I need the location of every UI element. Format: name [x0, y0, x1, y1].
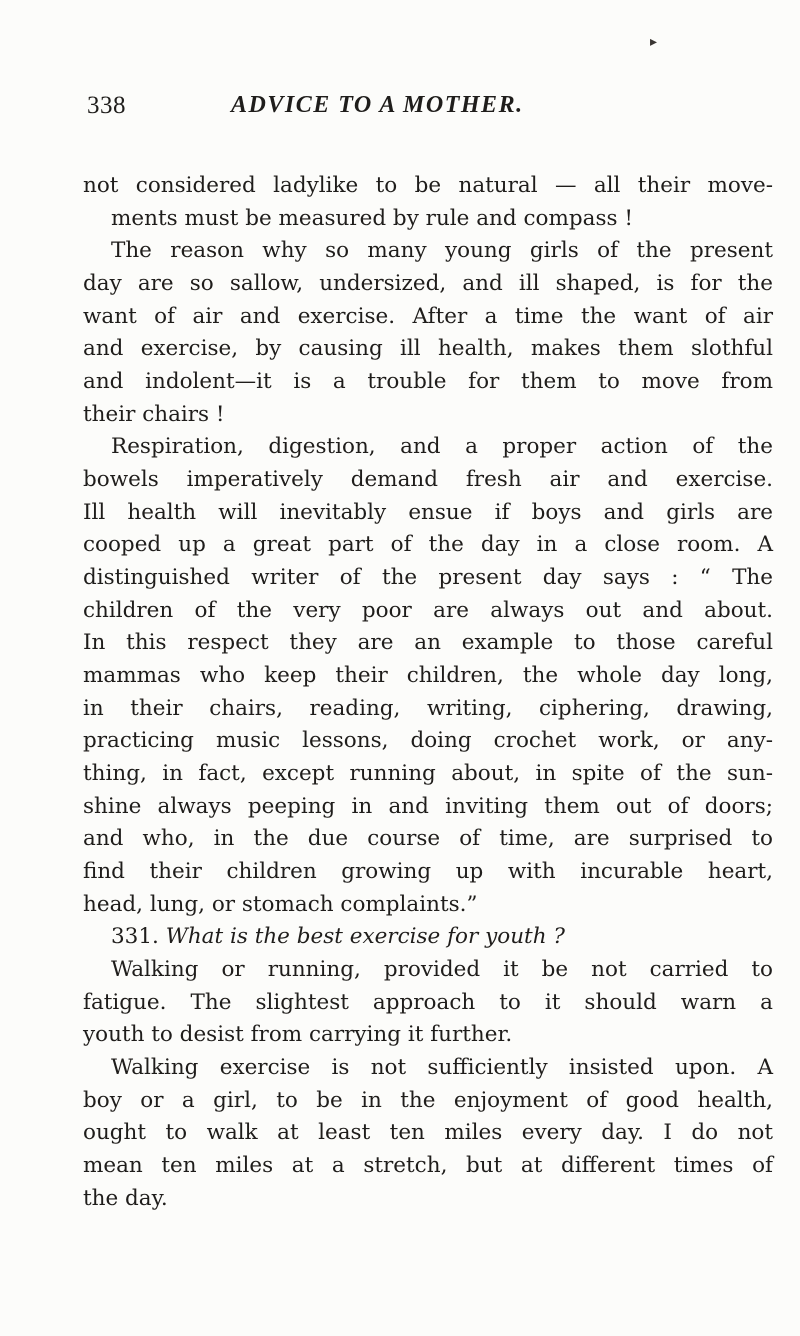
text-line: day are so sallow, undersized, and ill shaped, is for the	[83, 271, 773, 297]
text-line: shine always peeping in and inviting them out of doors;	[83, 793, 773, 819]
text-line: practicing music lessons, doing crochet work, or any-	[83, 728, 773, 754]
text-line: ought to walk at least ten miles every day. I do not	[83, 1120, 773, 1146]
text-line: The reason why so many young girls of the present	[111, 238, 773, 264]
text-line: In this respect they are an example to those careful	[83, 630, 773, 656]
question-line	[83, 921, 773, 954]
question-number: 331.	[111, 924, 159, 950]
question-text: What is the best exercise for youth ?	[165, 924, 565, 950]
text-line: find their children growing up with incurable heart,	[83, 859, 773, 885]
text-line: fatigue. The slightest approach to it should warn a	[83, 989, 773, 1015]
text-line: bowels imperatively demand fresh air and exercise.	[83, 467, 773, 493]
text-line: ments must be measured by rule and compass !	[111, 205, 633, 231]
text-line: Ill health will inevitably ensue if boys and girls are	[83, 499, 773, 525]
text-line: in their chairs, reading, writing, ciphering, drawing,	[83, 695, 773, 721]
text-line: and exercise, by causing ill health, makes them slothful	[83, 336, 773, 362]
text-line: youth to desist from carrying it further.	[83, 1022, 513, 1048]
text-line: and who, in the due course of time, are surprised to	[83, 826, 773, 852]
text-line: cooped up a great part of the day in a close room. A	[83, 532, 773, 558]
text-line: distinguished writer of the present day says : “ The	[83, 565, 773, 591]
text-line: children of the very poor are always out and about.	[83, 597, 773, 623]
page-number: 338	[87, 92, 126, 119]
text-line: not considered ladylike to be natural — all their move-	[83, 173, 773, 198]
running-head	[87, 92, 777, 126]
text-line: mammas who keep their children, the whole day long,	[83, 663, 773, 689]
text-line: want of air and exercise. After a time the want of air	[83, 303, 773, 329]
text-line: their chairs !	[83, 401, 225, 427]
text-line: Respiration, digestion, and a proper action of the	[111, 434, 773, 460]
text-line: thing, in fact, except running about, in spite of the sun-	[83, 761, 773, 787]
text-line: head, lung, or stomach complaints.”	[83, 891, 478, 917]
text-line: and indolent—it is a trouble for them to move from	[83, 369, 773, 395]
text-line: the day.	[83, 1185, 168, 1211]
text-line: mean ten miles at a stretch, but at different times of	[83, 1153, 773, 1179]
running-title: ADVICE TO A MOTHER.	[231, 92, 524, 118]
text-line: boy or a girl, to be in the enjoyment of good health,	[83, 1087, 773, 1113]
text-line: Walking or running, provided it be not carried to	[111, 957, 773, 983]
body-text	[83, 170, 773, 1216]
margin-mark: ▸	[650, 34, 658, 50]
text-line: Walking exercise is not sufficiently insisted upon. A	[111, 1055, 773, 1081]
